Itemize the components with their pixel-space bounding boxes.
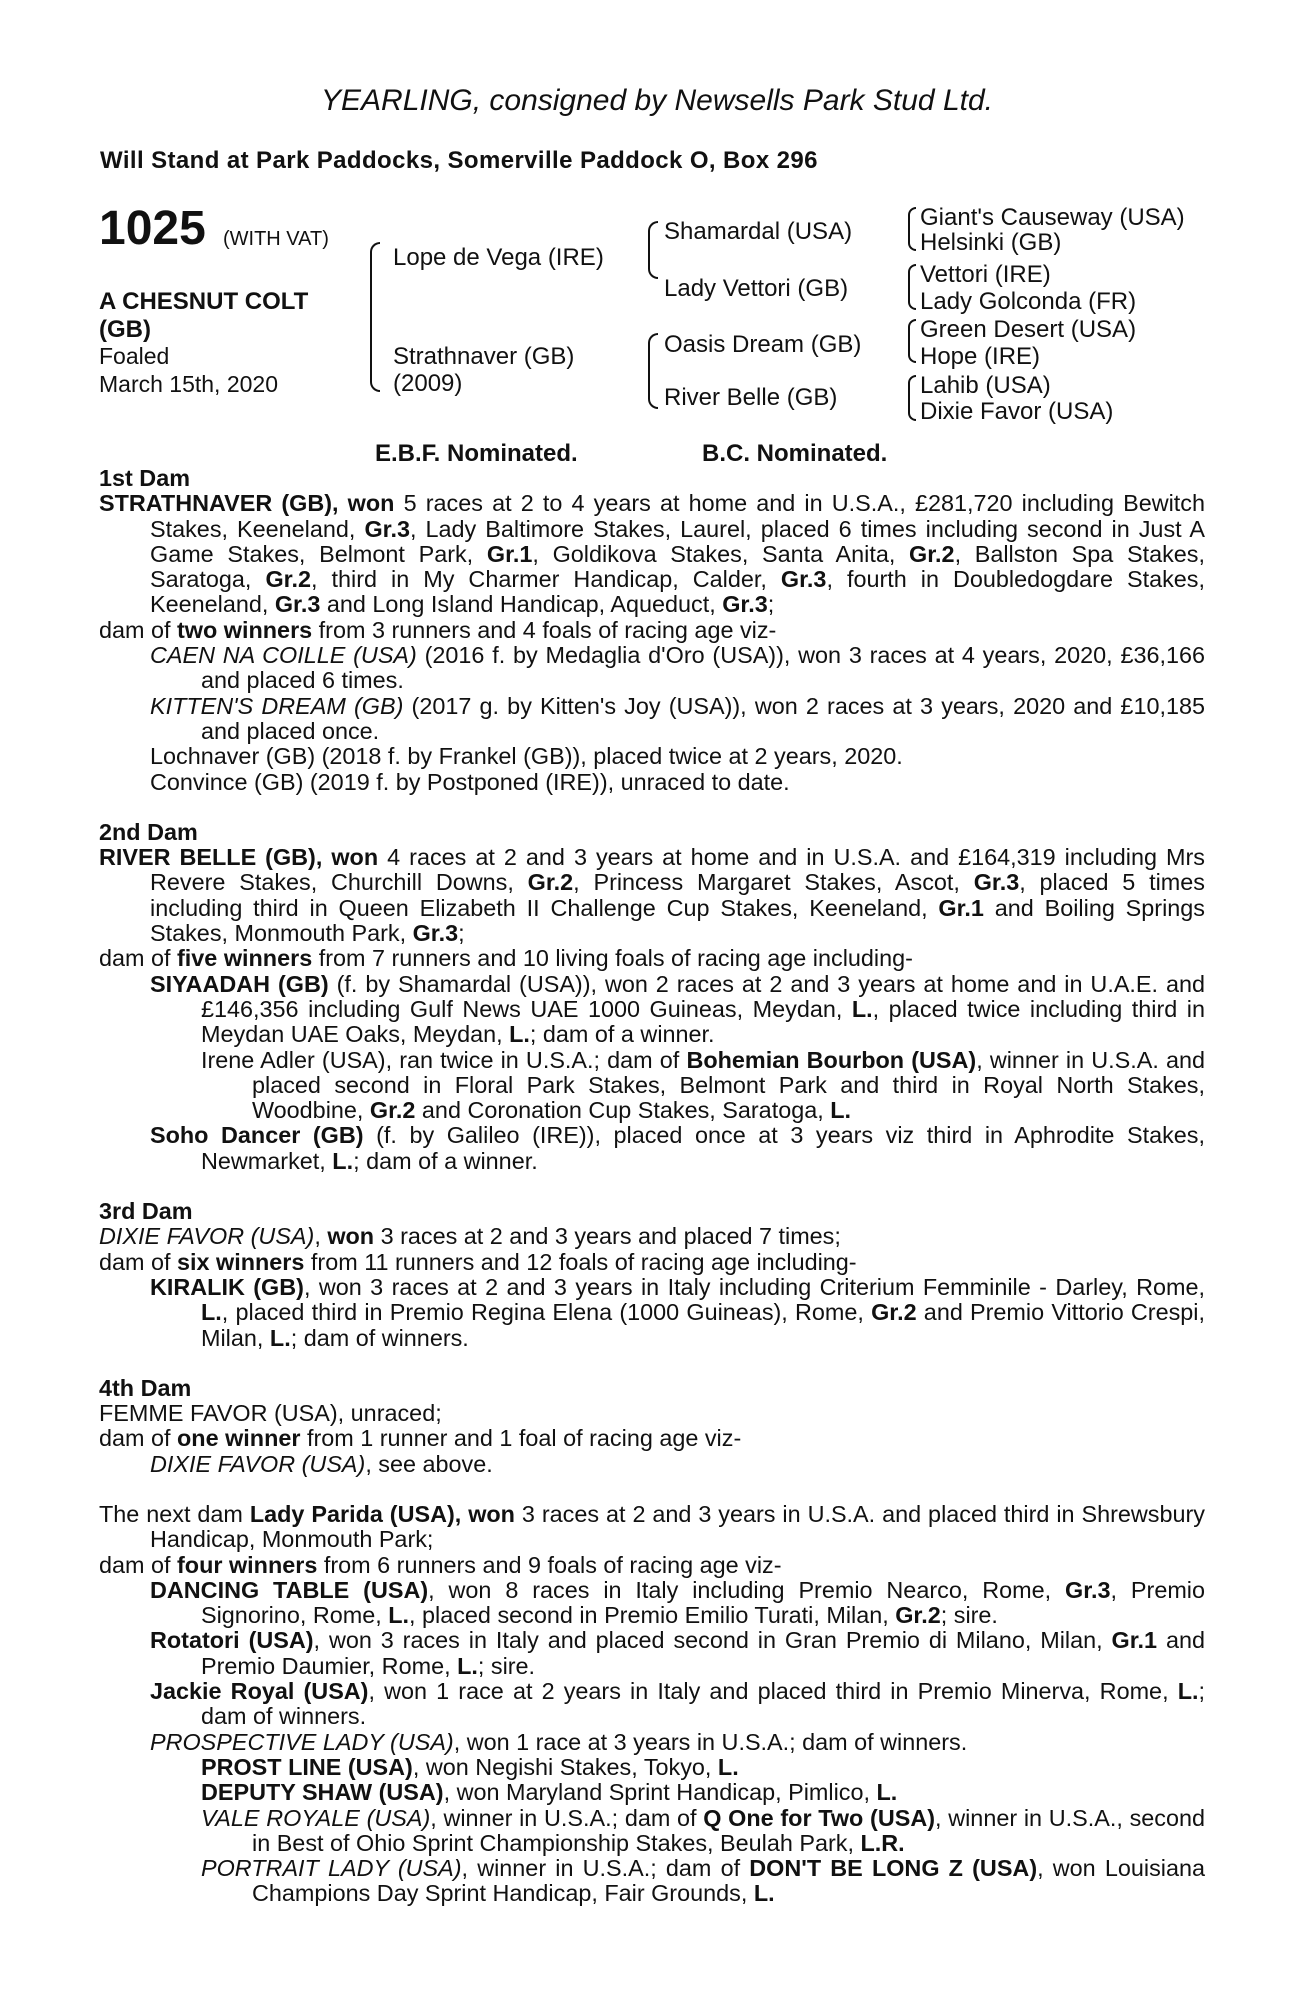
pedigree-brace-ggp-2 — [908, 264, 916, 310]
pedigree-brace-sire — [648, 221, 658, 279]
ebf-nomination: E.B.F. Nominated. — [375, 440, 578, 467]
won-label: won — [327, 1223, 375, 1250]
grade: Gr.3 — [412, 920, 459, 947]
text: and Premio Daumier, Rome, — [201, 1627, 1205, 1679]
produce-entry — [99, 972, 1205, 1048]
text: and Premio Vittorio Crespi, Milan, — [201, 1299, 1205, 1351]
grade: L.R. — [860, 1829, 905, 1856]
second-dam-record — [99, 845, 1205, 946]
produce-entry — [99, 1755, 1205, 1780]
horse-name: Q One for Two (USA) — [703, 1804, 935, 1831]
produce-entry — [99, 694, 1205, 745]
grade: L. — [851, 995, 873, 1022]
grade: L. — [509, 1021, 530, 1048]
dam-sire: Oasis Dream (GB) — [664, 331, 862, 358]
grade: Gr.2 — [369, 1097, 416, 1124]
text: , Lady Baltimore Stakes, Laurel, placed 6 times including second in Just A Game Stakes, Belmont Park, — [150, 515, 1205, 567]
horse-name: KIRALIK (GB) — [150, 1273, 304, 1300]
ggp-6: Hope (IRE) — [920, 343, 1041, 370]
horse-name: RIVER BELLE (GB), won — [99, 844, 379, 871]
text: dam of — [99, 1425, 178, 1452]
text: and Coronation Cup Stakes, Saratoga, — [415, 1097, 831, 1124]
ggp-7: Lahib (USA) — [920, 372, 1051, 399]
grade: L. — [388, 1602, 410, 1629]
produce-entry — [99, 1679, 1205, 1730]
text: and Long Island Handicap, Aqueduct, — [320, 591, 723, 618]
bc-nomination: B.C. Nominated. — [702, 440, 888, 467]
grade: L. — [753, 1880, 775, 1907]
text: , placed third in Premio Regina Elena (1000 Guineas), Rome, — [221, 1299, 872, 1326]
horse-name: Lady Parida (USA), won — [249, 1500, 515, 1527]
text: ; — [767, 591, 775, 618]
grade: L. — [457, 1652, 478, 1679]
horse-name: DANCING TABLE (USA) — [150, 1576, 429, 1603]
horse-name: CAEN NA COILLE (USA) — [150, 642, 417, 669]
foaled-info — [99, 342, 278, 398]
text: , Premio Signorino, Rome, — [201, 1576, 1206, 1629]
lot-description-line-1: A CHESNUT COLT — [99, 288, 309, 315]
second-dam-heading: 2nd Dam — [99, 818, 198, 845]
text: from 3 runners and 4 foals of racing age viz- — [312, 616, 777, 643]
text: , placed twice including third in Meydan UAE Oaks, Meydan, — [201, 995, 1206, 1048]
first-dam-record — [99, 491, 1205, 617]
text: , placed 5 times including third in Queen Elizabeth II Challenge Cup Stakes, Keeneland, — [150, 869, 1205, 921]
foaled-date: March 15th, 2020 — [99, 371, 279, 397]
produce-entry: Lochnaver (GB) (2018 f. by Frankel (GB)), placed twice at 2 years, 2020. — [150, 743, 903, 770]
pedigree-brace-main — [370, 242, 380, 392]
grade: Gr.2 — [909, 540, 955, 567]
third-dam-record — [99, 1224, 1205, 1249]
produce-entry — [99, 1856, 1205, 1907]
horse-name: DIXIE FAVOR (USA) — [99, 1223, 315, 1250]
text: ; sire. — [940, 1602, 998, 1629]
text: ; dam of a winner. — [353, 1147, 538, 1174]
text: ; sire. — [477, 1652, 536, 1679]
pedigree-brace-ggp-4 — [908, 375, 916, 421]
winners-count: one winner — [177, 1425, 301, 1452]
pedigree-brace-ggp-3 — [908, 319, 916, 363]
text: , winner in U.S.A. and placed second in Floral Park Stakes, Belmont Park and third in Royal North Stakes, Woodbine, — [252, 1046, 1205, 1124]
grade: L. — [1177, 1678, 1199, 1705]
vat-note: (WITH VAT) — [223, 228, 329, 250]
text: , — [314, 1223, 328, 1250]
produce-entry — [99, 1780, 1205, 1805]
consignment-line: YEARLING, consigned by Newsells Park Stud Ltd. — [321, 84, 993, 117]
catalogue-page-body — [99, 466, 1205, 1907]
next-dam-record — [99, 1502, 1205, 1553]
lot-number: 1025 — [99, 202, 206, 255]
horse-name: PROSPECTIVE LADY (USA) — [150, 1728, 454, 1755]
foaled-label: Foaled — [99, 343, 170, 369]
text: from 7 runners and 10 living foals of racing age including- — [312, 945, 913, 972]
text: ; — [458, 920, 465, 947]
grade: Gr.2 — [871, 1299, 917, 1326]
text: dam of — [99, 945, 178, 972]
text: The next dam — [99, 1500, 250, 1527]
text: , won 1 race at 3 years in U.S.A.; dam of winners. — [453, 1728, 968, 1755]
grade: L. — [201, 1299, 222, 1326]
horse-name: DEPUTY SHAW (USA) — [201, 1779, 444, 1806]
lot-description — [99, 288, 308, 344]
text: dam of — [99, 616, 178, 643]
third-dam-heading: 3rd Dam — [99, 1198, 193, 1225]
section-gap — [99, 1351, 1205, 1376]
third-dam-produce-summary — [99, 1250, 1205, 1275]
text: 4 races at 2 and 3 years at home and in U.S.A. and £164,319 including Mrs Revere Stakes, Churchill Downs, — [150, 844, 1205, 896]
horse-name: VALE ROYALE (USA) — [201, 1804, 431, 1831]
dam-year: (2009) — [393, 370, 463, 397]
grade: Gr.2 — [895, 1602, 941, 1629]
horse-name: Bohemian Bourbon (USA) — [686, 1046, 977, 1073]
fourth-dam-heading: 4th Dam — [99, 1374, 192, 1401]
text: (2016 f. by Medaglia d'Oro (USA)), won 3 races at 4 years, 2020, £36,166 and placed 6 times. — [201, 642, 1205, 694]
horse-name: Rotatori (USA) — [150, 1627, 314, 1654]
sire: Lope de Vega (IRE) — [393, 244, 604, 271]
next-dam-produce-summary — [99, 1553, 1205, 1578]
grade: Gr.2 — [265, 566, 311, 593]
section-gap — [99, 1477, 1205, 1502]
text: from 6 runners and 9 foals of racing age viz- — [317, 1551, 782, 1578]
grade: Gr.2 — [527, 869, 574, 896]
text: , fourth in Doubledogdare Stakes, Keeneland, — [150, 566, 1206, 618]
section-gap — [99, 1174, 1205, 1199]
text: , won 3 races in Italy and placed second in Gran Premio di Milano, Milan, — [313, 1627, 1112, 1654]
grade: L. — [332, 1147, 354, 1174]
text: dam of — [99, 1551, 178, 1578]
horse-name: DON'T BE LONG Z (USA) — [749, 1855, 1038, 1882]
sire-dam: Lady Vettori (GB) — [664, 275, 849, 302]
text: 5 races at 2 to 4 years at home and in U.S.A., £281,720 including Bewitch Stakes, Keeneland, — [150, 490, 1205, 542]
text: , won 8 races in Italy including Premio Nearco, Rome, — [428, 1576, 1066, 1603]
ggp-2: Helsinki (GB) — [920, 229, 1062, 256]
text: , won Maryland Sprint Handicap, Pimlico, — [443, 1779, 877, 1806]
grade: Gr.1 — [486, 540, 533, 567]
grade: L. — [876, 1779, 898, 1806]
grade: Gr.3 — [973, 869, 1020, 896]
horse-name: PORTRAIT LADY (USA) — [201, 1855, 462, 1882]
text: , Princess Margaret Stakes, Ascot, — [573, 869, 974, 896]
winners-count: six winners — [177, 1248, 305, 1275]
horse-name: STRATHNAVER (GB), won — [99, 490, 395, 517]
grade: L. — [269, 1324, 291, 1351]
text: ; dam of winners. — [290, 1324, 469, 1351]
text: (2017 g. by Kitten's Joy (USA)), won 2 races at 3 years, 2020 and £10,185 and placed once. — [201, 692, 1205, 744]
produce-entry — [99, 1730, 1205, 1755]
text: Irene Adler (USA), ran twice in U.S.A.; dam of — [201, 1046, 687, 1073]
fourth-dam-produce-summary — [99, 1426, 1205, 1451]
grade: Gr.3 — [780, 566, 827, 593]
grade: Gr.3 — [364, 515, 410, 542]
fourth-dam-record: FEMME FAVOR (USA), unraced; — [99, 1400, 442, 1427]
pedigree-brace-ggp-1 — [908, 207, 916, 251]
produce-entry — [99, 643, 1205, 694]
first-dam-heading: 1st Dam — [99, 465, 191, 491]
produce-entry — [99, 1123, 1205, 1174]
grade: L. — [717, 1753, 739, 1780]
ggp-4: Lady Golconda (FR) — [920, 288, 1137, 315]
horse-name: KITTEN'S DREAM (GB) — [150, 692, 404, 719]
horse-name: Soho Dancer (GB) — [150, 1122, 364, 1149]
text: (f. by Shamardal (USA)), won 2 races at 2 and 3 years at home and in U.A.E. and £146,356 including Gulf News UAE 1000 Guineas, Meydan, — [201, 970, 1205, 1022]
grade: Gr.1 — [1111, 1627, 1158, 1654]
sire-sire: Shamardal (USA) — [664, 218, 853, 245]
dam-dam: River Belle (GB) — [664, 384, 838, 411]
ggp-8: Dixie Favor (USA) — [920, 398, 1114, 425]
grade: Gr.3 — [274, 591, 321, 618]
grade: Gr.3 — [722, 591, 768, 618]
ggp-1: Giant's Causeway (USA) — [920, 204, 1185, 231]
text: from 1 runner and 1 foal of racing age viz- — [300, 1425, 742, 1452]
text: and Boiling Springs Stakes, Monmouth Park, — [150, 894, 1205, 947]
text: , won 1 race at 2 years in Italy and placed third in Premio Minerva, Rome, — [368, 1678, 1178, 1705]
horse-name: PROST LINE (USA) — [201, 1753, 413, 1780]
winners-count: two winners — [177, 616, 313, 643]
horse-name: SIYAADAH (GB) — [150, 970, 329, 997]
text: , won 3 races at 2 and 3 years in Italy including Criterium Femminile - Darley, Rome, — [303, 1273, 1205, 1300]
text: , won Negishi Stakes, Tokyo, — [412, 1753, 718, 1780]
produce-entry — [99, 1452, 1205, 1477]
first-dam-produce-summary — [99, 618, 1205, 643]
stabling-location: Will Stand at Park Paddocks, Somerville Paddock O, Box 296 — [100, 147, 818, 174]
pedigree-brace-dam — [648, 333, 658, 409]
text: (f. by Galileo (IRE)), placed once at 3 years viz third in Aphrodite Stakes, Newmarket, — [201, 1122, 1205, 1174]
produce-entry — [99, 1806, 1205, 1857]
text: , Goldikova Stakes, Santa Anita, — [532, 540, 910, 567]
winners-count: four winners — [177, 1551, 318, 1578]
winners-count: five winners — [177, 945, 313, 972]
text: , Ballston Spa Stakes, Saratoga, — [150, 540, 1205, 593]
dam: Strathnaver (GB) — [393, 343, 575, 370]
ggp-5: Green Desert (USA) — [920, 316, 1137, 343]
produce-entry — [99, 1628, 1205, 1679]
horse-name: Jackie Royal (USA) — [150, 1678, 369, 1705]
text: , placed second in Premio Emilio Turati, Milan, — [409, 1602, 896, 1629]
text: from 11 runners and 12 foals of racing age including- — [304, 1248, 857, 1275]
lot-description-line-2: (GB) — [99, 316, 151, 343]
text: , third in My Charmer Handicap, Calder, — [310, 566, 781, 593]
second-dam-produce-summary — [99, 946, 1205, 971]
horse-name: DIXIE FAVOR (USA) — [150, 1450, 366, 1477]
grade: Gr.3 — [1065, 1576, 1111, 1603]
text: 3 races at 2 and 3 years and placed 7 times; — [374, 1223, 841, 1250]
text: 3 races at 2 and 3 years in U.S.A. and placed third in Shrewsbury Handicap, Monmouth Park; — [150, 1500, 1205, 1553]
ggp-3: Vettori (IRE) — [920, 261, 1051, 288]
produce-entry — [99, 1578, 1205, 1629]
text: , winner in U.S.A.; dam of — [430, 1804, 704, 1831]
text: , won Louisiana Champions Day Sprint Handicap, Fair Grounds, — [252, 1855, 1206, 1907]
text: ; dam of winners. — [201, 1678, 1205, 1730]
produce-entry — [99, 1275, 1205, 1351]
text: dam of — [99, 1248, 178, 1275]
text: ; dam of a winner. — [529, 1021, 715, 1048]
text: , winner in U.S.A., second in Best of Ohio Sprint Championship Stakes, Beulah Park, — [252, 1804, 1205, 1856]
grade: Gr.1 — [938, 894, 984, 921]
produce-entry: Convince (GB) (2019 f. by Postponed (IRE)), unraced to date. — [150, 768, 790, 795]
grade: L. — [830, 1097, 852, 1124]
produce-entry — [99, 1048, 1205, 1124]
text: , winner in U.S.A.; dam of — [461, 1855, 750, 1882]
text: , see above. — [365, 1450, 493, 1477]
section-gap — [99, 795, 1205, 820]
